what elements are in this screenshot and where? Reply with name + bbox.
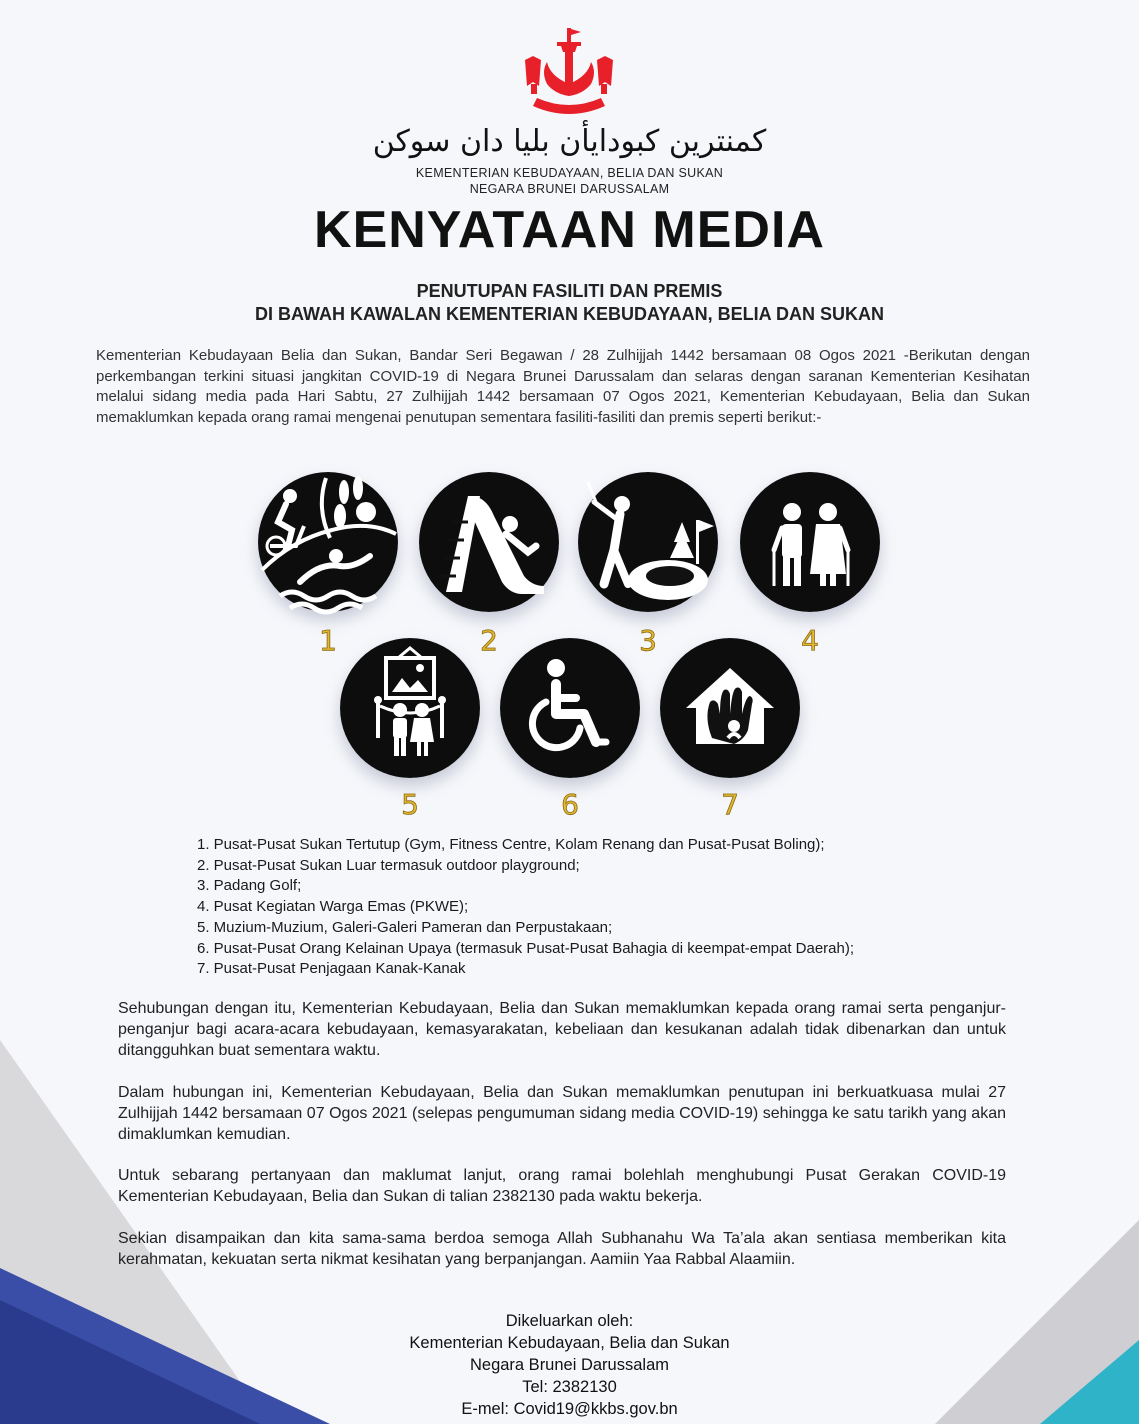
brunei-crest-logo (519, 26, 619, 118)
intro-paragraph: Kementerian Kebudayaan Belia dan Sukan, Bandar Seri Begawan / 28 Zulhijjah 1442 bersamaan 08 Ogos 2021 -Berikutan dengan perkembangan terkini situasi jangkitan COVID-19 di Negara Brunei Darussalam dan selaras dengan saranan Kementerian Kesihatan melalui sidang media pada Hari Sabtu, 27 Zulhijjah 1442 bersamaan 07 Ogos 2021, Kementerian Kebudayaan, Belia dan Sukan memaklumkan kepada orang ramai mengenai penutupan sementara fasiliti-fasiliti dan premis seperti berikut:- (96, 347, 1030, 426)
icon-number-2: 2 (480, 624, 498, 657)
footer-tel: Tel: 2382130 (522, 1378, 617, 1396)
country-name: NEGARA BRUNEI DARUSSALAM (469, 182, 670, 196)
paragraph-closing-prayer: Sekian disampaikan dan kita sama-sama berdoa semoga Allah Subhanahu Wa Ta’ala akan sentiasa memberikan kita kerahmatan, kekuatan serta nikmat kesihatan yang berpanjangan. Aamiin Yaa Rabbal Alaamiin. (118, 1230, 1006, 1268)
ministry-name: KEMENTERIAN KEBUDAYAAN, BELIA DAN SUKAN (415, 166, 724, 180)
subtitle-line-1: PENUTUPAN FASILITI DAN PREMIS (416, 281, 723, 301)
footer-issued-by: Dikeluarkan oleh: (505, 1312, 634, 1330)
subtitle-line-2: DI BAWAH KAWALAN KEMENTERIAN KEBUDAYAAN, BELIA DAN SUKAN (254, 304, 885, 324)
list-item: 4. Pusat Kegiatan Warga Emas (PKWE); (197, 898, 469, 916)
page-title: KENYATAAN MEDIA (314, 201, 825, 259)
list-item: 6. Pusat-Pusat Orang Kelainan Upaya (termasuk Pusat-Pusat Bahagia di keempat-empat Daerah); (197, 939, 855, 957)
paragraph-event-suspension: Sehubungan dengan itu, Kementerian Kebudayaan, Belia dan Sukan memaklumkan kepada orang ramai serta penganjur-penganjur bagi acara-acara kebudayaan, kemasyarakatan, kebeliaan dan kesukanan adalah tidak dibenarkan dan untuk ditangguhkan buat sementara waktu. (118, 1000, 1006, 1059)
icon-number-1: 1 (319, 624, 337, 657)
icon-number-3: 3 (639, 624, 657, 657)
facility-icons (0, 462, 1139, 832)
icon-number-5: 5 (401, 788, 419, 821)
footer-email: E-mel: Covid19@kkbs.gov.bn (461, 1400, 678, 1418)
paragraph-contact: Untuk sebarang pertanyaan dan maklumat lanjut, orang ramai bolehlah menghubungi Pusat Gerakan COVID-19 Kementerian Kebudayaan, Belia dan Sukan di talian 2382130 pada waktu bekerja. (118, 1167, 1006, 1205)
wheelchair-icon (500, 638, 640, 778)
icon-number-4: 4 (801, 624, 819, 657)
footer-ministry: Kementerian Kebudayaan, Belia dan Sukan (409, 1334, 730, 1352)
sports-gym-pool-bowling-icon (258, 472, 398, 612)
playground-slide-icon (419, 472, 559, 612)
list-item: 7. Pusat-Pusat Penjagaan Kanak-Kanak (197, 960, 466, 978)
ministry-name-jawi: كمنترين كبودايأن بليا دان سوكن (372, 124, 767, 159)
footer-issuer (0, 1310, 1139, 1420)
list-item: 2. Pusat-Pusat Sukan Luar termasuk outdoor playground; (197, 856, 580, 874)
footer-country: Negara Brunei Darussalam (469, 1356, 669, 1374)
icon-number-7: 7 (721, 788, 739, 821)
museum-gallery-icon (340, 638, 480, 778)
list-item: 5. Muzium-Muzium, Galeri-Galeri Pameran dan Perpustakaan; (197, 918, 613, 936)
elderly-couple-icon (740, 472, 880, 612)
icon-number-6: 6 (561, 788, 579, 821)
facility-list (197, 835, 997, 980)
golf-icon (578, 472, 718, 612)
list-item: 3. Padang Golf; (197, 877, 302, 895)
paragraph-effective-date: Dalam hubungan ini, Kementerian Kebudayaan, Belia dan Sukan memaklumkan penutupan ini berkuatkuasa mulai 27 Zulhijjah 1442 bersamaan 07 Ogos 2021 (selepas pengumuman sidang media COVID-19) sehingga ke satu tarikh yang akan dimaklumkan kemudian. (118, 1084, 1006, 1143)
childcare-home-icon (660, 638, 800, 778)
list-item: 1. Pusat-Pusat Sukan Tertutup (Gym, Fitness Centre, Kolam Renang dan Pusat-Pusat Boling); (197, 836, 825, 853)
